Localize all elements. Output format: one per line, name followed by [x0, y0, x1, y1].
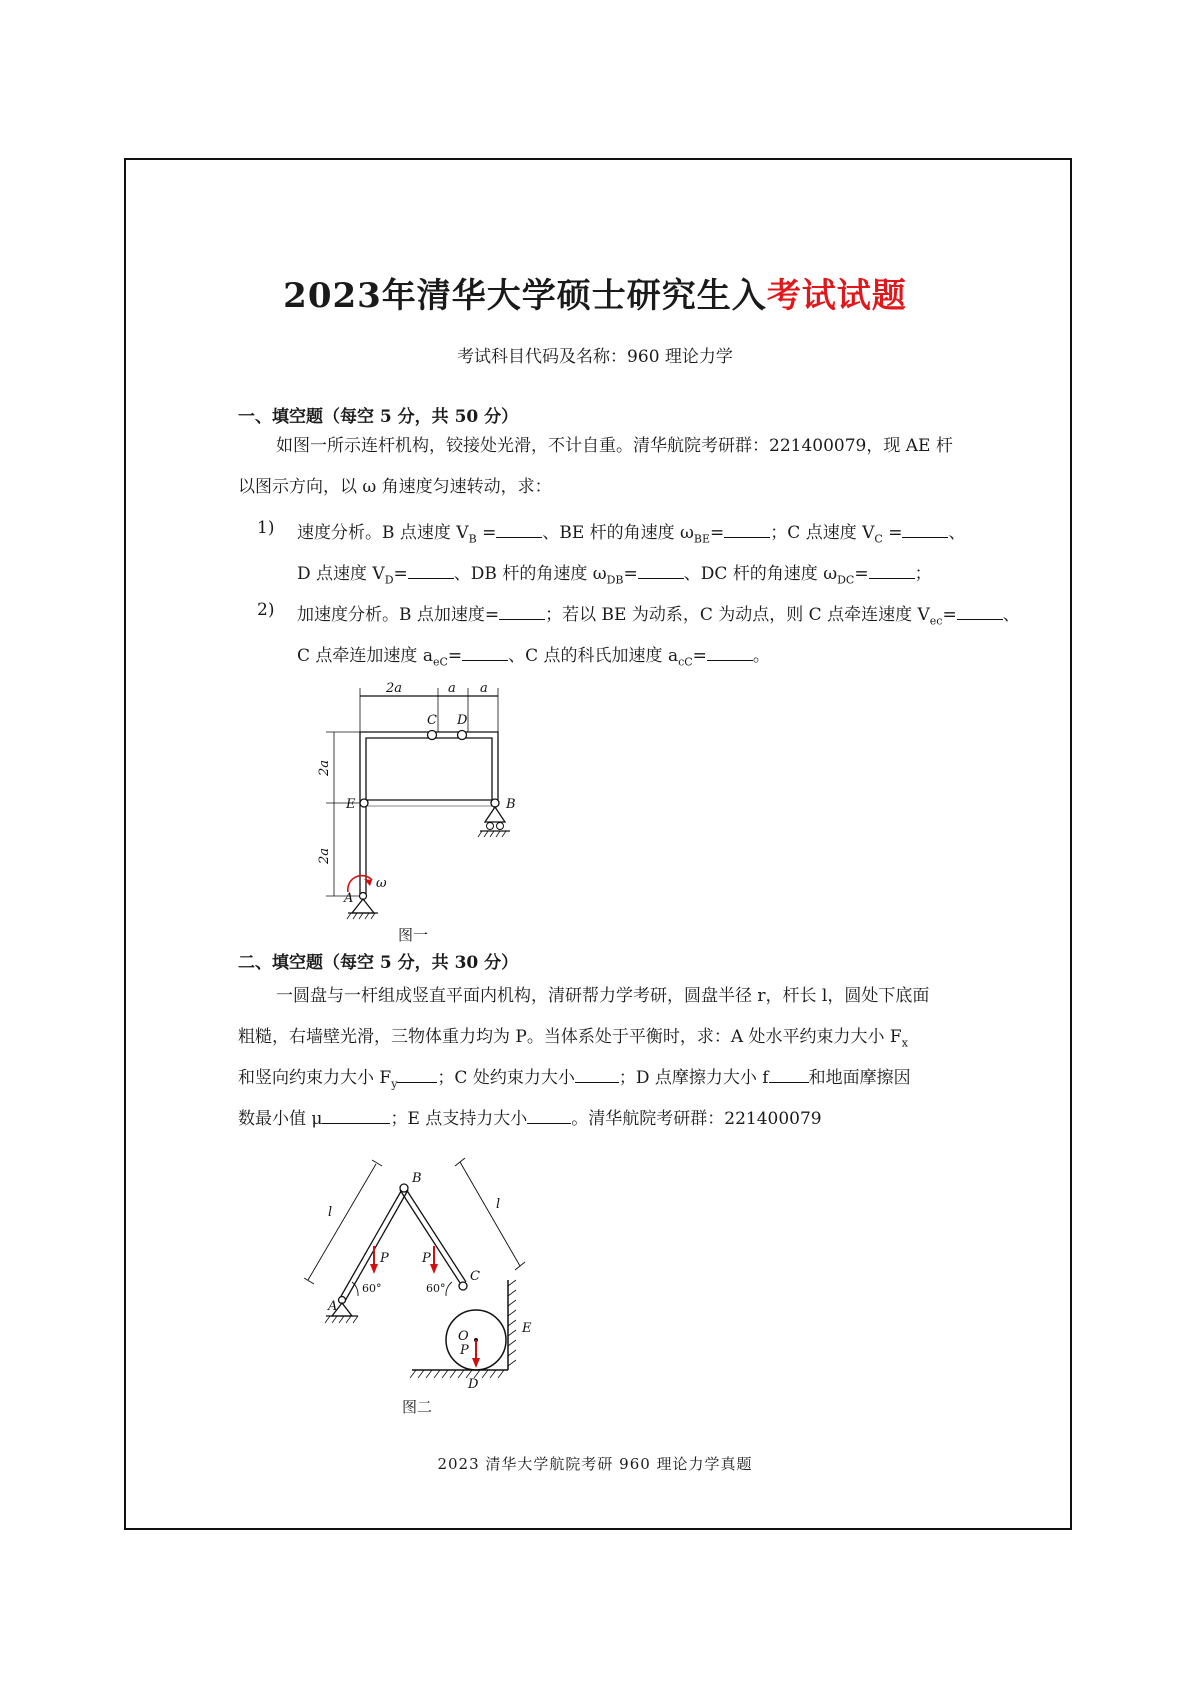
q1-line2: D 点速度 $V_D=$ 、DB 杆的角速度 $\omega_{DB}=$ 、DC 杆的角速度 $\omega_{DC}=$ ； — [297, 564, 932, 587]
fig1-label-B: B — [506, 797, 516, 812]
fig2-label-E: E — [522, 1321, 532, 1336]
page-title: 2023年清华大学硕士研究生入考试试题 — [283, 276, 907, 316]
section2-line2: 粗糙，右墙壁光滑，三物体重力均为 P。当体系处于平衡时，求：A 处水平约束力大小 $F_x$ — [238, 1027, 908, 1050]
fig2-label-A: A — [328, 1299, 338, 1314]
fig2-label-C: C — [470, 1269, 480, 1284]
fig1-label-omega: ω — [376, 876, 387, 891]
figure1-linkage-diagram — [290, 680, 550, 920]
section2-line1: 一圆盘与一杆组成竖直平面内机构，清研帮力学考研，圆盘半径 r，杆长 l，圆处下底面 — [276, 986, 930, 1006]
fig2-label-P3: P — [460, 1343, 469, 1358]
hatch-A — [347, 913, 375, 919]
dim-l-left — [308, 1164, 376, 1280]
section2-line4: 数最小值 μ ；E 点支持力大小 。清华航院考研群：221400079 — [238, 1109, 822, 1129]
joint-C — [428, 731, 437, 740]
fig2-label-D: D — [468, 1377, 479, 1390]
fig1-label-2a-left-lower: 2a — [317, 847, 332, 864]
fig1-label-C: C — [427, 713, 437, 728]
fig1-label-a2: a — [480, 681, 488, 696]
q1-number: 1) — [257, 518, 275, 538]
joint-B2 — [400, 1184, 408, 1192]
fig2-angle-right: 60° — [426, 1282, 446, 1295]
section1-intro: 如图一所示连杆机构，铰接处光滑，不计自重。清华航院考研群：221400079，现 AE 杆以图示方向，以 ω 角速度匀速转动，求： — [238, 436, 953, 497]
fig2-label-P2: P — [422, 1251, 431, 1266]
title-highlight: 考试试题 — [766, 276, 907, 316]
figure2-rod-disk-diagram — [300, 1150, 560, 1390]
fig2-label-B: B — [412, 1171, 422, 1186]
dim-l-right — [460, 1162, 520, 1266]
joint-E — [360, 799, 368, 807]
support-B — [485, 807, 505, 822]
section2-heading: 二、填空题（每空 5 分，共 30 分） — [238, 953, 519, 973]
joint-C2 — [459, 1282, 467, 1290]
frame-inner — [366, 738, 492, 896]
exam-subject: 考试科目代码及名称：960 理论力学 — [457, 347, 733, 367]
fig1-label-2a-left-upper: 2a — [317, 759, 332, 776]
joint-B — [491, 799, 499, 807]
hatch-B — [478, 831, 506, 837]
fig2-label-P1: P — [380, 1251, 389, 1266]
q2-line2: C 点牵连加速度 $a_{eC}=$ 、C 点的科氏加速度 $a_{cC}=$ 。 — [297, 646, 770, 669]
fig2-label-l-left: l — [328, 1205, 333, 1220]
q2-line1: 加速度分析。B 点加速度= ；若以 BE 为动系，C 为动点，则 C 点牵连速度 $V_{ec}=$ 、 — [297, 605, 1020, 628]
section1-heading: 一、填空题（每空 5 分，共 50 分） — [238, 407, 519, 427]
fig2-label-O: O — [458, 1329, 469, 1344]
fig1-label-E: E — [346, 797, 356, 812]
page-footer: 2023 清华大学航院考研 960 理论力学真题 — [437, 1455, 753, 1473]
fig1-label-a1: a — [448, 681, 456, 696]
fig2-label-l-right: l — [496, 1197, 501, 1212]
support-A — [352, 899, 374, 913]
section2-line3: 和竖向约束力大小 $F_y$ ；C 处约束力大小 ；D 点摩擦力大小 f 和地面摩擦因 — [238, 1068, 911, 1091]
fig2-angle-left: 60° — [362, 1282, 382, 1295]
hatch-ground — [410, 1370, 504, 1378]
frame-outer — [360, 732, 498, 896]
figure1-caption: 图一 — [398, 926, 429, 944]
hatch-wall — [508, 1280, 516, 1366]
q2-number: 2) — [257, 600, 275, 620]
figure2-caption: 图二 — [402, 1398, 433, 1416]
q1-line1: 速度分析。B 点速度 $V_B$ = 、BE 杆的角速度 $\omega_{BE}=$ ；C 点速度 $V_C$ = 、 — [297, 523, 966, 546]
fig1-label-2a-top: 2a — [386, 681, 403, 696]
fig1-label-A: A — [344, 891, 354, 906]
joint-D — [458, 731, 467, 740]
fig1-label-D: D — [457, 713, 468, 728]
